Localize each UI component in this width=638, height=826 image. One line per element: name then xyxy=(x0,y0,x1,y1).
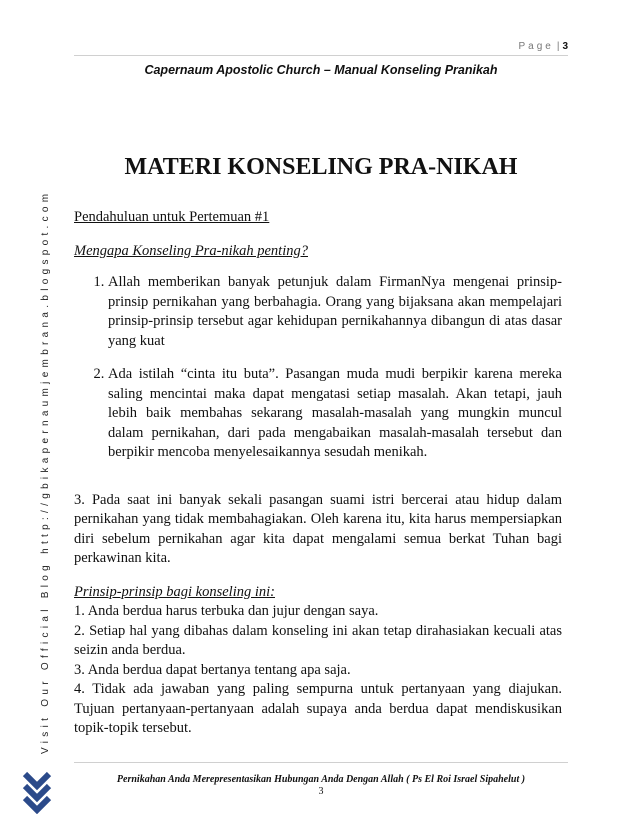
page-number xyxy=(518,41,568,52)
principle-item-1: 1. Anda berdua harus terbuka dan jujur dengan saya. xyxy=(74,603,379,619)
page-number-separator: | xyxy=(556,41,560,52)
why-heading: Mengapa Konseling Pra-nikah penting? xyxy=(74,242,308,259)
document-body xyxy=(74,208,562,739)
document-title: MATERI KONSELING PRA-NIKAH xyxy=(124,154,518,180)
page-number-value: 3 xyxy=(562,41,568,52)
reason-item-2: 2. Ada istilah “cinta itu buta”. Pasangan muda mudi berpikir karena mereka saling mencintai maka dapat mengatasi setiap masalah. Akan tetapi, jauh lebih baik membahas sekarang masalah-masalah yang mungkin muncul dalam pernikahan, dari pada mengabaikan masalah-masalah tersebut dan berpikir mencoba menyelesaikannya sesudah menikah. xyxy=(108,365,562,463)
reasons-list xyxy=(74,273,562,463)
paragraph-3: 3. Pada saat ini banyak sekali pasangan suami istri bercerai atau hidup dalam pernikahan yang tidak membahagiakan. Oleh karena itu, kita harus mempersiapkan diri sebelum pernikahan agar kita dapat mengalami semua berkat Tuhan bagi perkawinan kita. xyxy=(74,491,562,566)
reason-item-1: 1. Allah memberikan banyak petunjuk dalam FirmanNya mengenai prinsip-prinsip pernikahan yang berbahagia. Orang yang bijaksana akan mempelajari prinsip-prinsip tersebut agar kehidupan pernikahannya dibangun di atas dasar yang kuat xyxy=(108,273,562,351)
footer-page-number: 3 xyxy=(318,786,324,797)
blog-sidebar-text: Visit Our Official Blog http://gbikapernaumjembrana.blogspot.com xyxy=(40,189,51,754)
footer-divider xyxy=(74,762,568,763)
principles-heading: Prinsip-prinsip bagi konseling ini: xyxy=(74,583,275,600)
running-footer: Pernikahan Anda Merepresentasikan Hubungan Anda Dengan Allah ( Ps El Roi Israel Sipahelut ) xyxy=(116,774,526,785)
principle-item-3: 3. Anda berdua dapat bertanya tentang apa saja. xyxy=(74,661,351,678)
intro-heading: Pendahuluan untuk Pertemuan #1 xyxy=(74,209,270,225)
page-label: Page xyxy=(518,41,554,52)
principle-item-2: 2. Setiap hal yang dibahas dalam konseling ini akan tetap dirahasiakan kecuali atas seizin anda berdua. xyxy=(74,622,562,658)
chevron-upper xyxy=(25,774,49,786)
header-divider xyxy=(74,55,568,56)
principle-item-4: 4. Tidak ada jawaban yang paling sempurna untuk pertanyaan yang diajukan. Tujuan pertanyaan-pertanyaan adalah supaya anda berdua dapat mendiskusikan topik-topik tersebut. xyxy=(74,681,562,736)
running-header: Capernaum Apostolic Church – Manual Konseling Pranikah xyxy=(144,63,498,77)
double-chevron-down-icon xyxy=(22,770,52,814)
